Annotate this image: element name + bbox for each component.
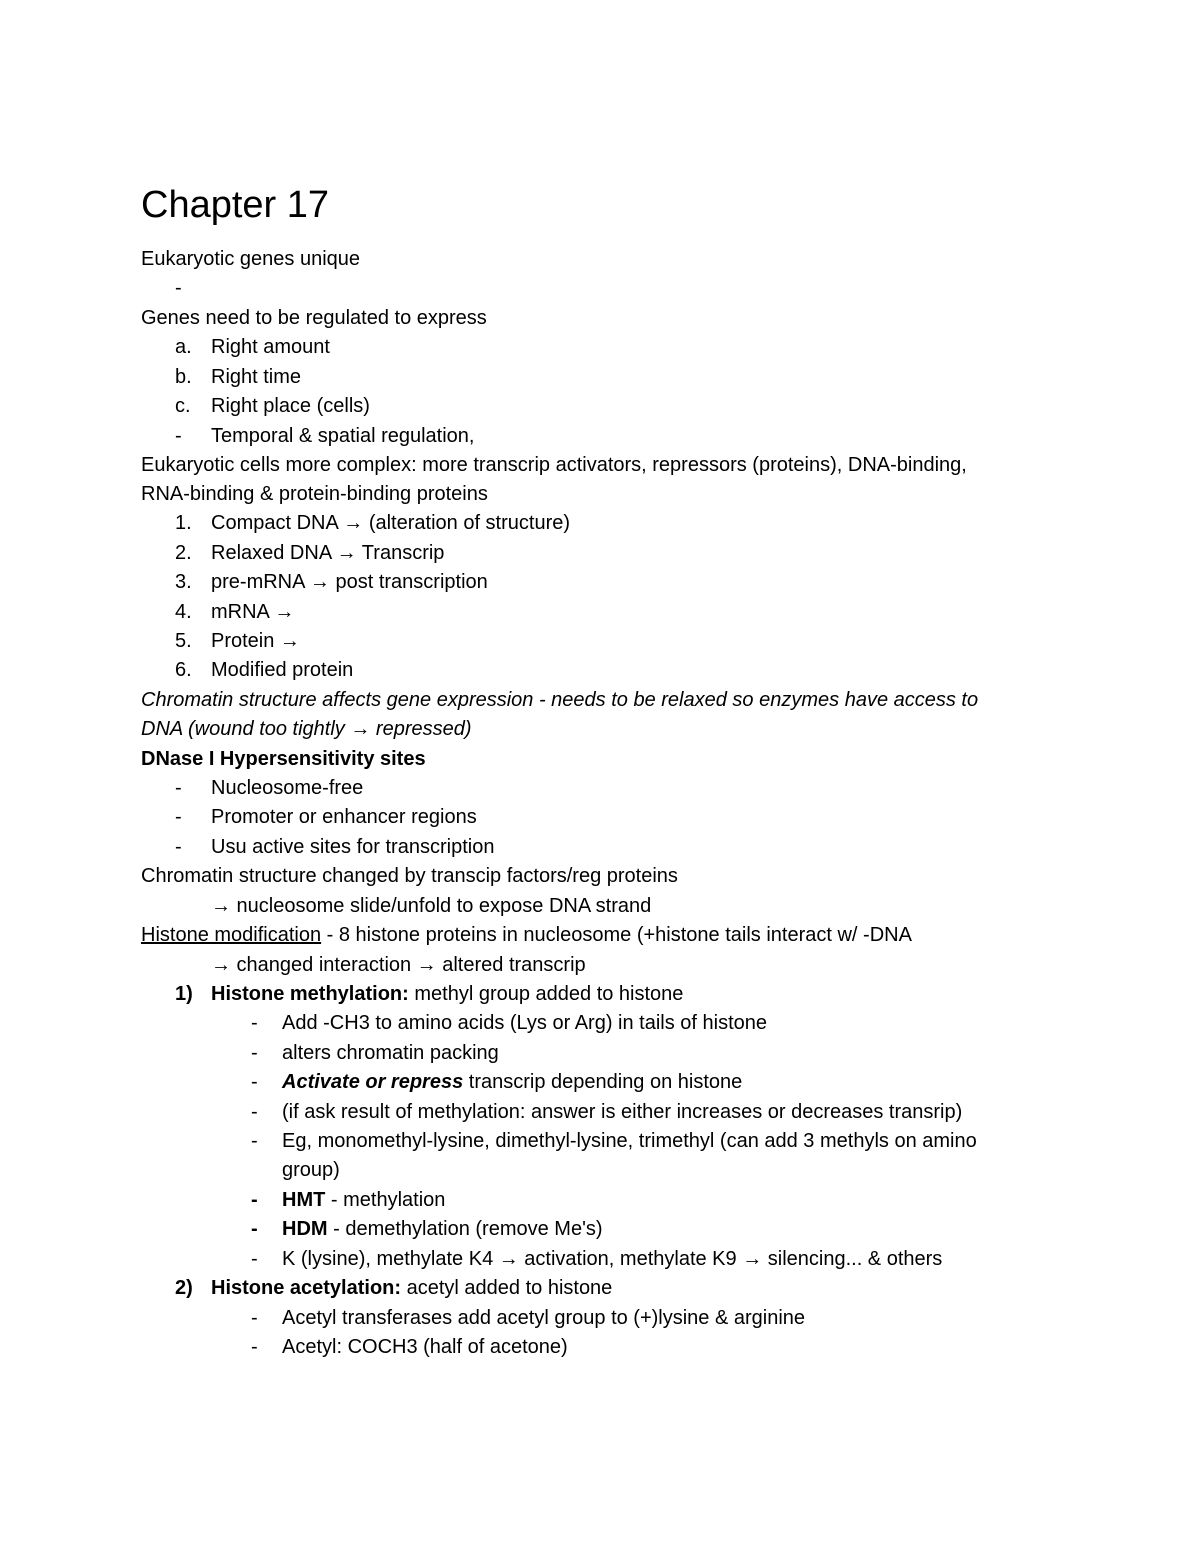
list-marker: -: [251, 1336, 258, 1358]
histone-modification-label: Histone modification: [141, 924, 322, 946]
changed-interaction-line: → changed interaction → altered transcrip: [211, 954, 586, 976]
dnase-heading: DNase I Hypersensitivity sites: [141, 748, 426, 770]
list-marker: -: [175, 806, 182, 828]
list-text: Right place (cells): [211, 395, 370, 417]
list-text: alters chromatin packing: [282, 1042, 499, 1064]
list-marker: -: [251, 1248, 258, 1270]
list-text: Temporal & spatial regulation,: [211, 425, 475, 447]
chromatin-italic-line-2: DNA (wound too tightly → repressed): [141, 718, 472, 740]
list-text: (if ask result of methylation: answer is either increases or decreases transrip): [282, 1101, 963, 1123]
list-text: transcrip depending on histone: [463, 1071, 743, 1093]
list-marker: 6.: [175, 659, 192, 681]
list-marker: 5.: [175, 630, 192, 652]
list-marker: b.: [175, 366, 192, 388]
list-marker: c.: [175, 395, 191, 417]
list-marker: -: [251, 1042, 258, 1064]
methylation-heading: Histone methylation:: [211, 983, 409, 1005]
list-text: group): [282, 1159, 340, 1181]
list-marker: 1.: [175, 512, 192, 534]
list-text: mRNA →: [211, 601, 295, 623]
list-text: pre-mRNA → post transcription: [211, 571, 488, 593]
complex-line-2: RNA-binding & protein-binding proteins: [141, 483, 488, 505]
list-marker: -: [251, 1307, 258, 1329]
acetylation-heading: Histone acetylation:: [211, 1277, 402, 1299]
list-marker: 1): [175, 983, 193, 1005]
list-text: Compact DNA → (alteration of structure): [211, 512, 571, 534]
list-marker: -: [175, 777, 182, 799]
list-text: Modified protein: [211, 659, 354, 681]
line-genes-regulated: Genes need to be regulated to express: [141, 307, 487, 329]
hdm-term: HDM: [282, 1218, 328, 1240]
list-marker: -: [175, 836, 182, 858]
list-text: K (lysine), methylate K4 → activation, methylate K9 → silencing... & others: [282, 1248, 943, 1270]
histone-modification-rest: - 8 histone proteins in nucleosome (+histone tails interact w/ -DNA: [321, 924, 912, 946]
list-marker: -: [251, 1218, 258, 1240]
page-title: Chapter 17: [141, 184, 330, 226]
list-text: Acetyl: COCH3 (half of acetone): [282, 1336, 568, 1358]
list-text: Nucleosome-free: [211, 777, 364, 799]
empty-dash-bullet: -: [175, 277, 182, 299]
list-marker: -: [251, 1012, 258, 1034]
list-marker: -: [251, 1189, 258, 1211]
list-marker: 4.: [175, 601, 192, 623]
list-text: Eg, monomethyl-lysine, dimethyl-lysine, trimethyl (can add 3 methyls on amino: [282, 1130, 977, 1152]
list-text: Promoter or enhancer regions: [211, 806, 477, 828]
list-marker: 3.: [175, 571, 192, 593]
list-marker: -: [251, 1101, 258, 1123]
methylation-rest: methyl group added to histone: [408, 983, 684, 1005]
list-marker: a.: [175, 336, 192, 358]
list-text: Protein →: [211, 630, 300, 652]
list-text: Right time: [211, 366, 302, 388]
acetylation-rest: acetyl added to histone: [401, 1277, 613, 1299]
list-text: Add -CH3 to amino acids (Lys or Arg) in tails of histone: [282, 1012, 768, 1034]
list-marker: 2): [175, 1277, 193, 1299]
list-text: - methylation: [325, 1189, 446, 1211]
histone-modification-line: [141, 921, 912, 950]
list-text: Acetyl transferases add acetyl group to (+)lysine & arginine: [282, 1307, 806, 1329]
list-marker: -: [251, 1071, 258, 1093]
list-marker: 2.: [175, 542, 192, 564]
list-text: - demethylation (remove Me's): [327, 1218, 603, 1240]
list-marker: -: [251, 1130, 258, 1152]
list-marker: -: [175, 425, 182, 447]
hmt-term: HMT: [282, 1189, 326, 1211]
list-text: Relaxed DNA → Transcrip: [211, 542, 445, 564]
line-eukaryotic-unique: Eukaryotic genes unique: [141, 248, 361, 270]
complex-line-1: Eukaryotic cells more complex: more transcrip activators, repressors (proteins), DNA-binding,: [141, 454, 967, 476]
chromatin-italic-line-1: Chromatin structure affects gene expression - needs to be relaxed so enzymes have access to: [141, 689, 979, 711]
list-text: Usu active sites for transcription: [211, 836, 495, 858]
nucleosome-slide-line: → nucleosome slide/unfold to expose DNA strand: [211, 895, 652, 917]
list-text: Right amount: [211, 336, 330, 358]
activate-repress-emphasis: Activate or repress: [282, 1071, 464, 1093]
chromatin-changed-line: Chromatin structure changed by transcip factors/reg proteins: [141, 865, 678, 887]
